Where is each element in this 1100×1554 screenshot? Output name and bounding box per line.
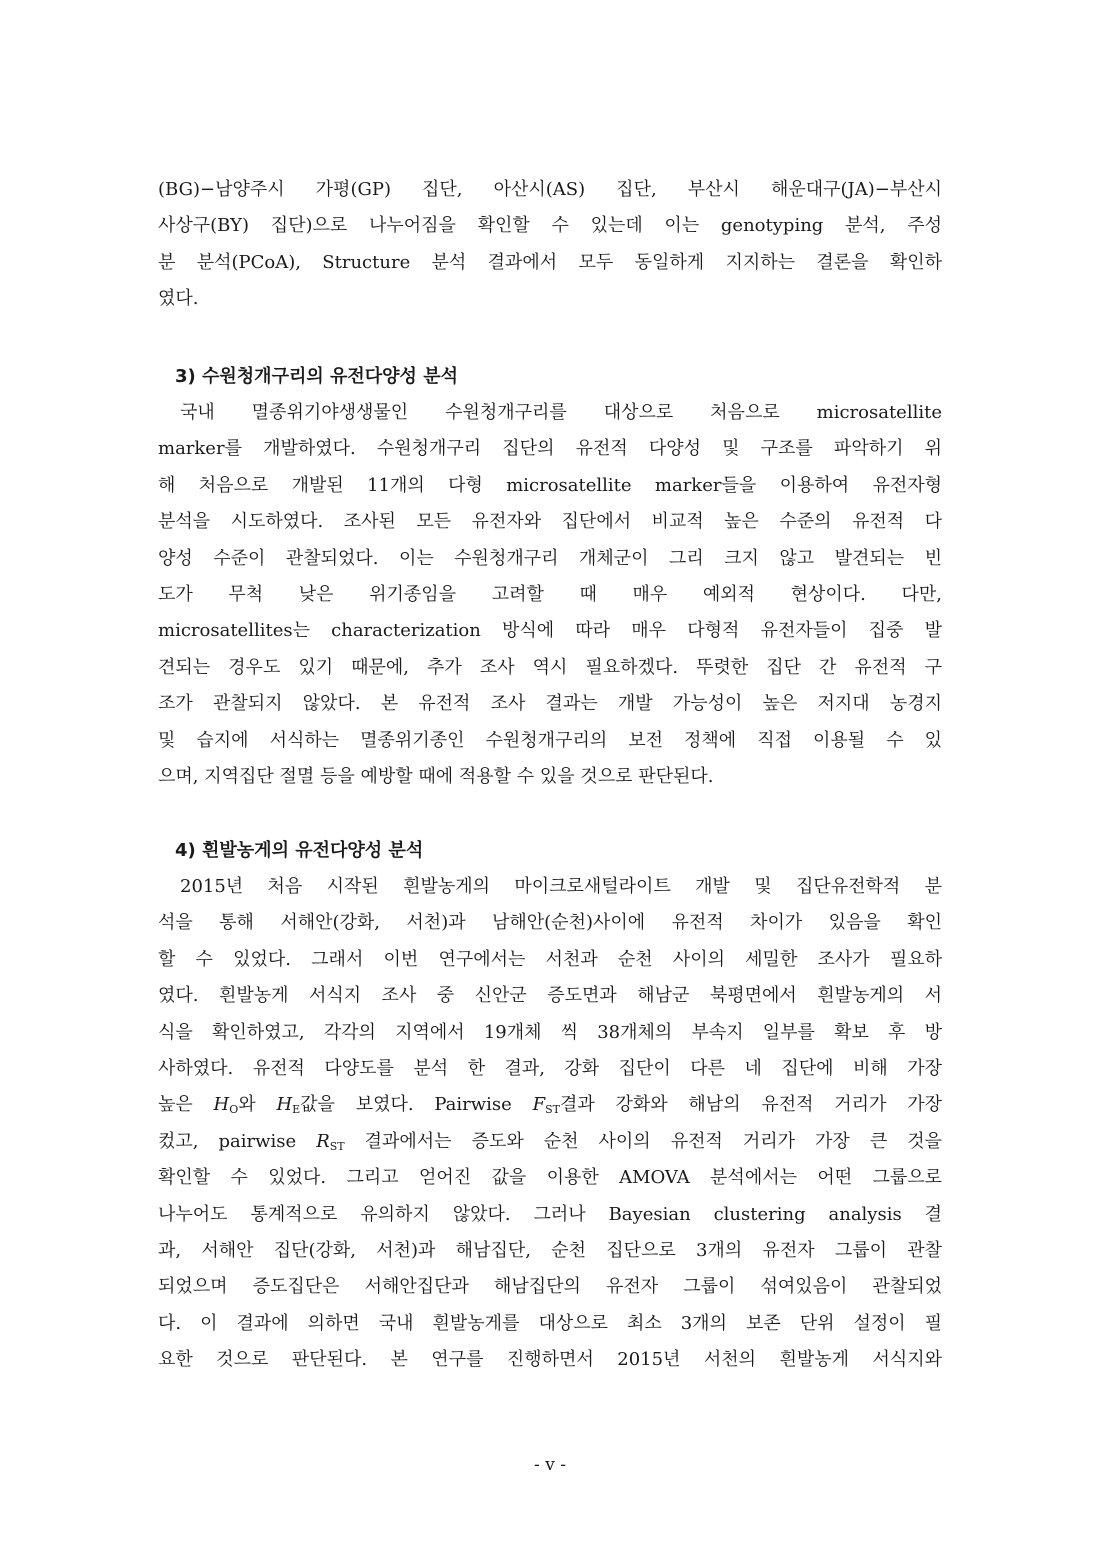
- subscript: ST: [545, 1103, 560, 1117]
- text-segment: 높은: [158, 1094, 214, 1116]
- text-line: 2015년 처음 시작된 흰발농게의 마이크로새털라이트 개발 및 집단유전학적 분: [180, 876, 942, 897]
- subscript: E: [292, 1103, 301, 1117]
- text-line: 할 수 있었다. 그래서 이번 연구에서는 서천과 순천 사이의 세밀한 조사가 필요하: [158, 948, 942, 970]
- text-line: 확인할 수 있었다. 그리고 얻어진 값을 이용한 AMOVA 분석에서는 어떤 그룹으로: [158, 1167, 942, 1189]
- text-line: 국내 멸종위기야생생물인 수원청개구리를 대상으로 처음으로 microsatellite: [180, 402, 942, 423]
- text-line: 사하였다. 유전적 다양도를 분석 한 결과, 강화 집단이 다른 네 집단에 비해 가장: [158, 1057, 942, 1079]
- text-segment: 값을 보였다. Pairwise: [300, 1094, 533, 1116]
- text-segment: 컸고, pairwise: [158, 1130, 317, 1152]
- text-line: 분 분석(PCoA), Structure 분석 결과에서 모두 동일하게 지지하는 결론을 확인하: [158, 251, 942, 273]
- text-line: [158, 1087, 942, 1123]
- text-line: 조가 관찰되지 않았다. 본 유전적 조사 결과는 개발 가능성이 높은 저지대 농경지: [158, 693, 942, 715]
- subscript: ST: [329, 1139, 345, 1153]
- text-line: microsatellites는 characterization 방식에 따라 매우 다형적 유전자들이 집중 발: [158, 620, 942, 642]
- text-line: 양성 수준이 관찰되었다. 이는 수원청개구리 개체군이 그리 크지 않고 발견되는 빈: [158, 547, 942, 569]
- text-line: 분석을 시도하였다. 조사된 모든 유전자와 집단에서 비교적 높은 수준의 유전적 다: [158, 511, 942, 533]
- text-segment: 와: [238, 1094, 277, 1116]
- text-line: 해 처음으로 개발된 11개의 다형 microsatellite marker들을 이용하여 유전자형: [158, 474, 942, 496]
- text-line: 과, 서해안 집단(강화, 서천)과 해남집단, 순천 집단으로 3개의 유전자 그룹이 관찰: [158, 1239, 942, 1261]
- italic-symbol: R: [316, 1130, 330, 1152]
- text-line: 였다. 흰발농게 서식지 조사 중 신안군 증도면과 해남군 북평면에서 흰발농게의 서: [158, 985, 942, 1007]
- paragraph-fiddler-crab: [158, 869, 942, 1378]
- italic-symbol: H: [276, 1094, 293, 1116]
- text-line: 요한 것으로 판단된다. 본 연구를 진행하면서 2015년 서천의 흰발농게 서식지와: [158, 1349, 942, 1371]
- text-line: 다. 이 결과에 의하면 국내 흰발농게를 대상으로 최소 3개의 보존 단위 설정이 필: [158, 1312, 942, 1334]
- text-line: [158, 1124, 942, 1160]
- paragraph-suwon-treefrog: [158, 395, 942, 795]
- text-line: 였다.: [158, 288, 199, 310]
- text-segment: 결과 강화와 해남의 유전적 거리가 가장: [559, 1094, 942, 1116]
- text-segment: 결과에서는 증도와 순천 사이의 유전적 거리가 가장 큰 것을: [344, 1130, 942, 1152]
- text-line: 으며, 지역집단 절멸 등을 예방할 때에 적용할 수 있을 것으로 판단된다.: [158, 765, 714, 787]
- text-line: 석을 통해 서해안(강화, 서천)과 남해안(순천)사이에 유전적 차이가 있음을 확인: [158, 912, 942, 934]
- page-number: - v -: [534, 1455, 566, 1475]
- subscript: O: [229, 1103, 239, 1117]
- italic-symbol: H: [213, 1094, 230, 1116]
- paragraph-continued: [158, 172, 942, 318]
- text-line: marker를 개발하였다. 수원청개구리 집단의 유전적 다양성 및 구조를 파악하기 위: [158, 438, 942, 460]
- text-line: 사상구(BY) 집단)으로 나누어짐을 확인할 수 있는데 이는 genotyping 분석, 주성: [158, 215, 942, 237]
- text-line: 나누어도 통계적으로 유의하지 않았다. 그러나 Bayesian clustering analysis 결: [158, 1203, 942, 1225]
- text-line: 및 습지에 서식하는 멸종위기종인 수원청개구리의 보전 정책에 직접 이용될 수 있: [158, 729, 942, 751]
- section-heading-4: 4) 흰발농게의 유전다양성 분석: [175, 840, 424, 861]
- italic-symbol: F: [532, 1094, 546, 1116]
- text-line: (BG)−남양주시 가평(GP) 집단, 아산시(AS) 집단, 부산시 해운대구(JA)−부산시: [158, 179, 942, 200]
- section-heading-3: 3) 수원청개구리의 유전다양성 분석: [175, 366, 458, 387]
- text-line: 견되는 경우도 있기 때문에, 추가 조사 역시 필요하겠다. 뚜렷한 집단 간 유전적 구: [158, 656, 942, 678]
- text-line: 되었으며 증도집단은 서해안집단과 해남집단의 유전자 그룹이 섞여있음이 관찰되었: [158, 1276, 942, 1298]
- text-line: 식을 확인하였고, 각각의 지역에서 19개체 씩 38개체의 부속지 일부를 확보 후 방: [158, 1021, 942, 1043]
- text-line: 도가 무척 낮은 위기종임을 고려할 때 매우 예외적 현상이다. 다만,: [158, 583, 942, 605]
